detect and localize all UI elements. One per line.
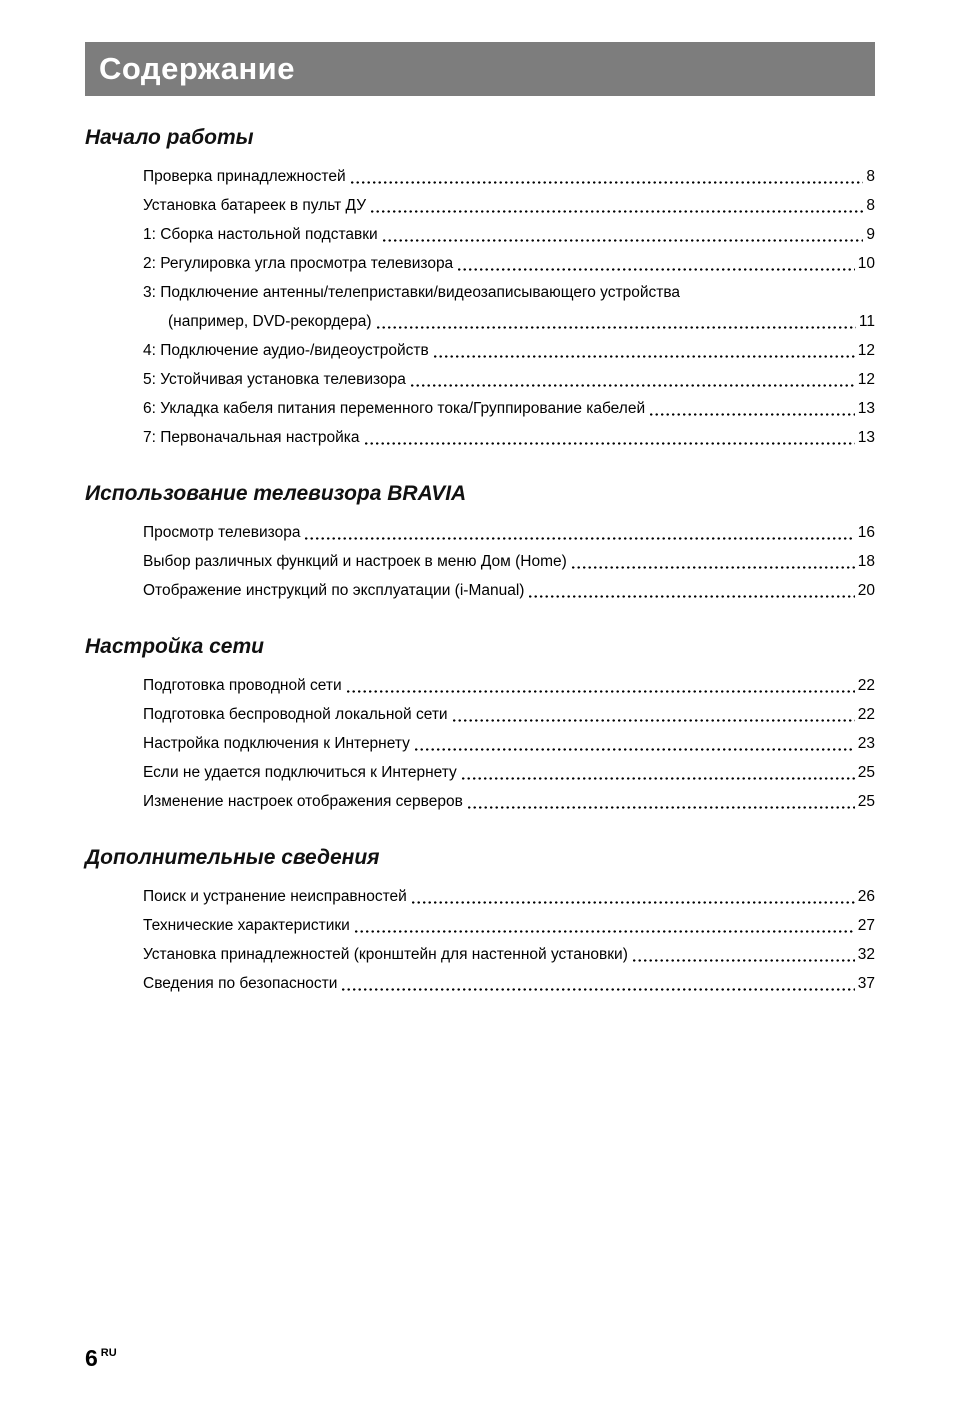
toc-entry-label: Настройка подключения к Интернету [143,735,410,752]
toc-entry-page: 8 [866,197,875,214]
toc-entry [143,365,875,394]
toc-entry-label: Проверка принадлежностей [143,168,346,185]
toc-entry-page: 13 [857,429,875,446]
dot-leader [412,901,855,904]
dot-leader [383,239,864,242]
toc-entry-label: Подготовка беспроводной локальной сети [143,706,448,723]
toc-entry [143,758,875,787]
dot-leader [411,384,855,387]
section-entries [143,518,875,605]
toc-sections [85,126,875,998]
toc-entry-label: 2: Регулировка угла просмотра телевизора [143,255,454,272]
page-title-bar [85,42,875,96]
toc-entry-page: 37 [857,975,875,992]
toc-entry [143,729,875,758]
dot-leader [371,210,863,213]
page-title: Содержание [99,51,295,86]
dot-leader [633,959,855,962]
section-entries [143,162,875,452]
toc-entry-page: 9 [866,226,875,243]
toc-entry-page: 12 [857,342,875,359]
toc-entry [143,249,875,278]
toc-entry-label: 6: Укладка кабеля питания переменного тока/Группирование кабелей [143,400,646,417]
toc-section [85,635,875,816]
page-footer [85,1347,117,1370]
toc-entry-label: 1: Сборка настольной подставки [143,226,378,243]
toc-section [85,846,875,998]
toc-entry-page: 16 [857,524,875,541]
toc-entry-page: 25 [857,793,875,810]
section-entries [143,882,875,998]
section-heading: Настройка сети [85,635,264,658]
toc-entry [143,220,875,249]
section-heading: Начало работы [85,126,254,149]
page-number: 6 [85,1345,98,1371]
toc-entry-label: Подготовка проводной сети [143,677,342,694]
toc-entry [143,278,875,336]
toc-entry [143,336,875,365]
dot-leader [468,806,855,809]
toc-entry-label: Изменение настроек отображения серверов [143,793,463,810]
dot-leader [377,326,856,329]
toc-entry-page: 18 [857,553,875,570]
dot-leader [529,595,854,598]
dot-leader [458,268,855,271]
toc-entry [143,394,875,423]
toc-entry-label: Выбор различных функций и настроек в меню Дом (Home) [143,553,567,570]
toc-entry-page: 11 [858,313,875,330]
toc-entry-page: 25 [857,764,875,781]
toc-entry-label: Если не удается подключиться к Интернету [143,764,457,781]
dot-leader [462,777,855,780]
toc-entry [143,518,875,547]
toc-entry-label: Поиск и устранение неисправностей [143,888,407,905]
dot-leader [347,690,855,693]
toc-entry [143,700,875,729]
dot-leader [453,719,855,722]
toc-entry-label: Сведения по безопасности [143,975,338,992]
dot-leader [355,930,855,933]
toc-entry [143,423,875,452]
toc-entry [143,191,875,220]
toc-entry [143,547,875,576]
toc-entry-page: 26 [857,888,875,905]
dot-leader [650,413,855,416]
toc-entry-page: 23 [857,735,875,752]
toc-entry [143,882,875,911]
toc-entry-page: 12 [857,371,875,388]
section-heading: Дополнительные сведения [85,846,380,869]
toc-entry-page: 22 [857,677,875,694]
toc-entry-label: Установка принадлежностей (кронштейн для настенной установки) [143,946,628,963]
toc-entry [143,787,875,816]
toc-entry-label: 3: Подключение антенны/телеприставки/видеозаписывающего устройства [143,284,681,301]
dot-leader [572,566,855,569]
toc-entry-page: 22 [857,706,875,723]
toc-entry [143,940,875,969]
toc-entry-label: Установка батареек в пульт ДУ [143,197,367,214]
toc-entry-continuation: (например, DVD-рекордера) [168,313,372,330]
toc-entry-page: 27 [857,917,875,934]
toc-entry-label: Технические характеристики [143,917,350,934]
toc-entry-page: 13 [857,400,875,417]
dot-leader [365,442,855,445]
toc-entry [143,671,875,700]
toc-entry-page: 20 [857,582,875,599]
toc-section [85,482,875,605]
toc-entry-page: 10 [857,255,875,272]
toc-entry [143,969,875,998]
toc-entry [143,162,875,191]
dot-leader [342,988,854,991]
dot-leader [434,355,855,358]
toc-entry-label: 5: Устойчивая установка телевизора [143,371,406,388]
toc-entry-page: 32 [857,946,875,963]
dot-leader [415,748,855,751]
toc-entry-label: 4: Подключение аудио-/видеоустройств [143,342,429,359]
toc-entry [143,911,875,940]
toc-entry-label: 7: Первоначальная настройка [143,429,360,446]
section-entries [143,671,875,816]
dot-leader [351,181,864,184]
toc-entry [143,576,875,605]
page-language-label: RU [100,1347,117,1359]
toc-entry-label: Просмотр телевизора [143,524,301,541]
section-heading: Использование телевизора BRAVIA [85,482,467,505]
toc-entry-page: 8 [866,168,875,185]
dot-leader [305,537,854,540]
toc-entry-label: Отображение инструкций по эксплуатации (i-Manual) [143,582,525,599]
toc-section [85,126,875,452]
